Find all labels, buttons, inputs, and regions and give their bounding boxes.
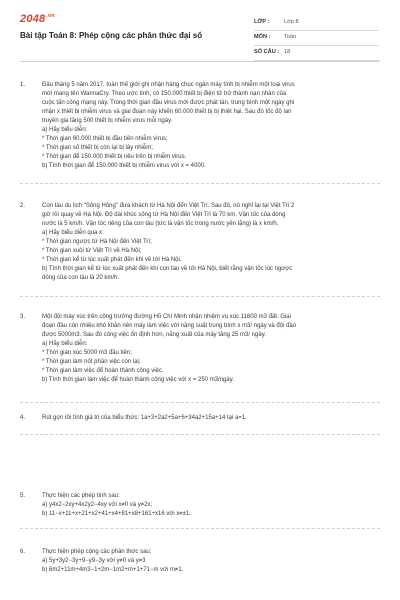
- question-line: * Thời gian kể từ lúc xuất phát đến khi về tới Hà Nội.: [42, 257, 182, 263]
- question-body: [42, 81, 378, 171]
- question-line: * Thời gian 60.000 thiết bị đầu tiên nhiễm virus;: [42, 136, 168, 142]
- question-line: a) Hãy biểu diễn:: [42, 127, 88, 133]
- question-line: b) Tính thời gian để 150.000 thiết bị nhiễm virus với x = 4000.: [42, 163, 206, 169]
- question-line: * Thời gian làm việc để hoàn thành công việc.: [42, 368, 164, 374]
- question-divider: [20, 434, 380, 435]
- question-line: Thực hiện các phép tính sau:: [42, 493, 120, 499]
- question-body: [42, 492, 378, 519]
- question-number: 1.: [20, 82, 26, 88]
- question-line: được 5000m3. Sau đó công việc ổn định hơn, năng xuất của máy tăng 25 m3/ ngày.: [42, 332, 266, 338]
- meta-key: MÔN :: [254, 34, 271, 40]
- question-body: [42, 414, 378, 423]
- question-body: [42, 313, 378, 385]
- question-line: a) y4x2−2xy+4x2y2−4xy với x≠0 và y≠2x;: [42, 502, 153, 508]
- question-line: * Thời gian xúc 5000 m3 đầu tiên;: [42, 350, 132, 356]
- question-line: Đầu tháng 5 năm 2017, toàn thế giới ghi nhận hàng chục ngàn máy tính bị nhiễm một loại virus: [42, 82, 295, 88]
- question-line: cuộc tấn công mạng này. Trong thời gian đầu virus mới được phát tán, trung bình một ngày ghi: [42, 100, 295, 106]
- question-line: * Thời gian số thiết bị còn lại bị lây nhiễm;: [42, 145, 153, 151]
- header-divider: [20, 61, 380, 62]
- question-number: 5.: [20, 493, 26, 499]
- question-divider: [20, 183, 380, 184]
- question-line: giờ rồi quay về Hà Nội. Độ dài khúc sông từ Hà Nội đến Việt Trì là 70 km. Vận tốc của dòng: [42, 212, 286, 218]
- meta-row-subject: [254, 31, 379, 46]
- meta-value: Toán: [284, 34, 297, 40]
- question-line: b) Tính thời gian kể từ lúc xuất phát đến khi con tàu về tới Hà Nội, biết rằng vận tốc lúc ngược: [42, 266, 293, 272]
- question-number: 2.: [20, 203, 26, 209]
- question-line: nhận x thiết bị nhiễm virus và giai đoạn này khiến 60.000 thiết bị bị thiệt hại. Sau đó tốc độ lan: [42, 109, 292, 115]
- question-divider: [20, 528, 380, 529]
- site-logo[interactable]: [20, 13, 55, 25]
- question-line: dòng của con tàu là 20 km/h.: [42, 275, 120, 281]
- question-body: [42, 548, 378, 575]
- question-body: [42, 202, 378, 283]
- page-title: Bài tập Toán 8: Phép cộng các phân thức đại số: [20, 31, 203, 40]
- question-line: * Thời gian để 150.000 thiết bị nêu trên bị nhiễm virus.: [42, 154, 187, 160]
- meta-key: LỚP :: [254, 19, 270, 25]
- meta-value: Lớp 8: [284, 19, 299, 25]
- question-line: Thực hiện phép cộng các phân thức sau:: [42, 549, 152, 555]
- logo-text: 2048: [20, 13, 46, 25]
- question-line: a) Hãy biểu diễn:: [42, 341, 88, 347]
- question-line: nước là 5 km/h. Vận tốc riêng của con tàu (tức là vận tốc trong nước yên lặng) là x km/h.: [42, 221, 279, 227]
- question-line: b) 11−x+11+x+21+x2+41+x4+81+x8+161+x16 với x≠±1.: [42, 511, 191, 517]
- question-line: truyền gia tăng 500 thiết bị nhiễm virus mỗi ngày.: [42, 118, 173, 124]
- question-number: 4.: [20, 415, 26, 421]
- question-line: mới mang tên WannaCry. Theo ước tính, có 150.000 thiết bị điện tử trở thành nạn nhân của: [42, 91, 287, 97]
- logo-domain: .vn: [46, 13, 55, 19]
- question-line: đoạn đầu còn nhiều khó khăn nên máy làm việc với năng suất trung bình x m3/ ngày và đội đào: [42, 323, 297, 329]
- meta-key: SỐ CÂU :: [254, 49, 280, 55]
- question-line: Rút gọn rồi tính giá trị của biểu thức: 1a+3+2a2+5a+6+34a2+15a+14 tại a=1.: [42, 415, 247, 421]
- question-line: Con tàu du lịch "Sông Hồng" đưa khách từ Hà Nội đến Việt Trì. Sau đó, nó nghỉ lại tại Việt Trì 2: [42, 203, 295, 209]
- question-line: Một đội máy xúc trên công trường đường Hồ Chí Minh nhận nhiệm vụ xúc 11600 m3 đất. Giai: [42, 314, 291, 320]
- question-divider: [20, 402, 380, 403]
- question-line: * Thời gian ngược từ Hà Nội đến Việt Trì;: [42, 239, 152, 245]
- question-number: 6.: [20, 549, 26, 555]
- question-divider: [20, 296, 380, 297]
- meta-value: 18: [284, 49, 291, 55]
- meta-row-question-count: [254, 46, 379, 61]
- page-header: [0, 0, 400, 62]
- question-line: a) Hãy biểu diễn qua x:: [42, 230, 104, 236]
- meta-table: [254, 16, 379, 61]
- meta-row-class: [254, 16, 379, 31]
- question-number: 3.: [20, 314, 26, 320]
- question-line: b) 6m2+11m+4m3−1+2m−1m2+m+1+71−m với m≠1.: [42, 567, 184, 573]
- question-line: b) Tính thời gian làm việc để hoàn thành công việc với x = 250 m3/ngày.: [42, 377, 234, 383]
- question-line: a) 5y+3y2−3y+9−y9−3y với y≠0 và y≠3: [42, 558, 146, 564]
- question-line: * Thời gian xuôi từ Việt Trì về Hà Nội;: [42, 248, 142, 254]
- question-line: * Thời gian làm nốt phần việc còn lại;: [42, 359, 141, 365]
